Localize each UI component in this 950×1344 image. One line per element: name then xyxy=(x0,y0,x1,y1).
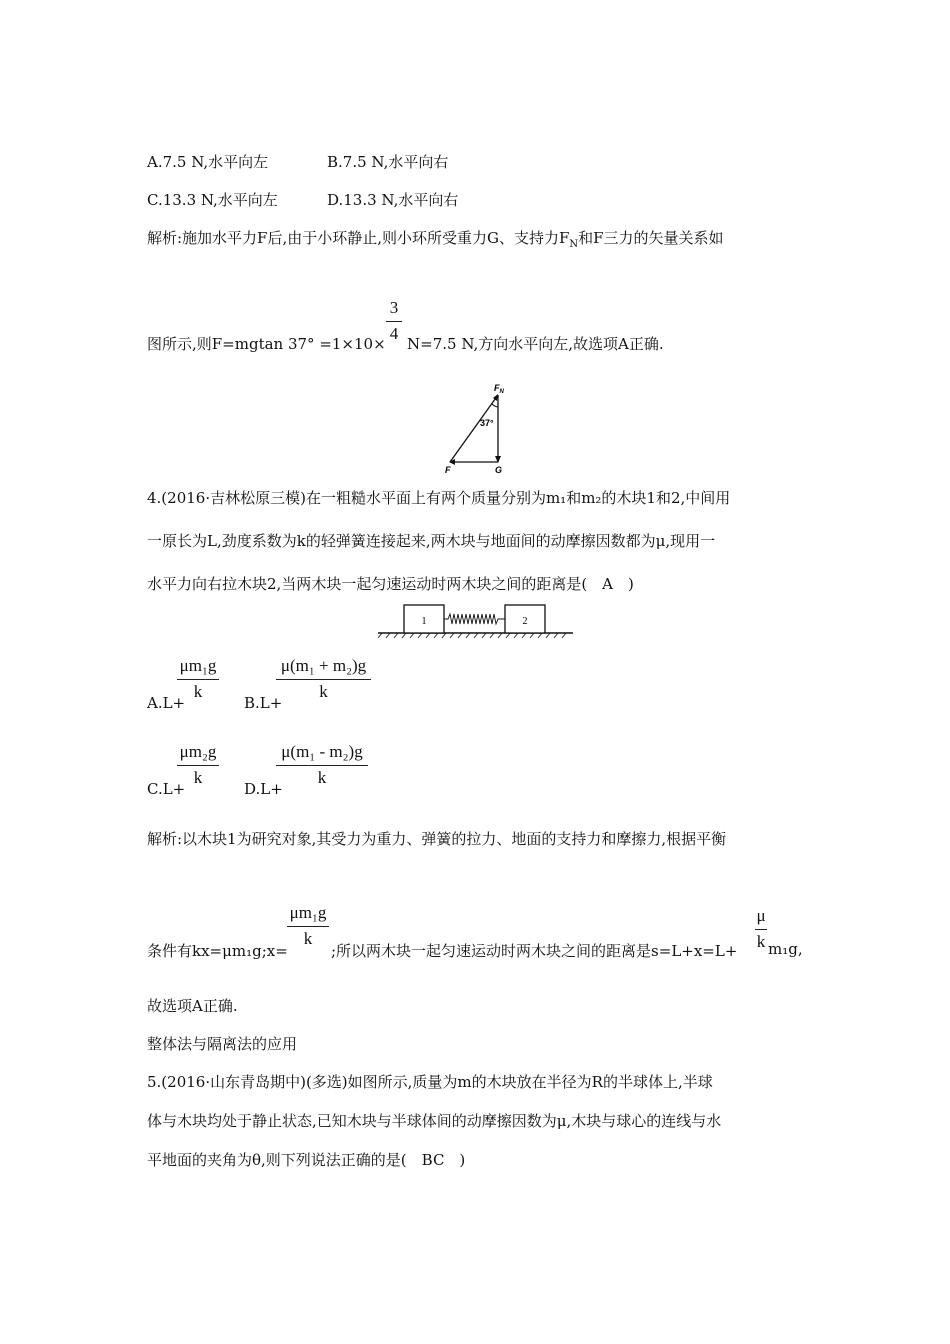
fraction-3-4: 3 4 xyxy=(386,298,402,344)
option-d-prefix: D.L+ xyxy=(244,780,283,798)
angle-arc xyxy=(492,404,498,407)
q4-analysis-line2a: 条件有kx=μm₁g;x= xyxy=(147,942,288,960)
q5-line3: 平地面的夹角为θ,则下列说法正确的是( BC ) xyxy=(147,1151,466,1169)
option-b: B.7.5 N,水平向右 xyxy=(327,153,449,171)
q5-line2: 体与木块均处于静止状态,已知木块与半球体间的动摩擦因数为μ,木块与球心的连线与水 xyxy=(147,1112,722,1130)
option-d: D.13.3 N,水平向右 xyxy=(327,191,459,209)
block-2-label: 2 xyxy=(522,616,528,627)
label-f: F xyxy=(445,465,451,475)
label-g: G xyxy=(495,465,503,475)
q4-line3: 水平力向右拉木块2,当两木块一起匀速运动时两木块之间的距离是( A ) xyxy=(147,575,634,593)
spring-blocks-figure xyxy=(378,600,573,640)
option-a-prefix: A.L+ xyxy=(147,694,186,712)
option-d-fraction: μ(m₁ - m₂)g k xyxy=(276,742,368,788)
normal-force-vector xyxy=(450,395,498,462)
q5-line1: 5.(2016·山东青岛期中)(多选)如图所示,质量为m的木块放在半径为R的半球体上,半球 xyxy=(147,1073,713,1091)
q4-line1: 4.(2016·吉林松原三模)在一粗糙水平面上有两个质量分别为m₁和m₂的木块1和2,中间用 xyxy=(147,489,731,507)
option-c-fraction: μm₂g k xyxy=(177,742,219,788)
spring xyxy=(444,614,505,624)
option-b-prefix: B.L+ xyxy=(244,694,283,712)
q4-analysis-line3: 故选项A正确. xyxy=(147,997,238,1015)
q4-analysis-line2c: m₁g, xyxy=(768,940,803,958)
q3-analysis-line2a: 图所示,则F=mgtan 37° =1×10× xyxy=(147,335,386,353)
q3-analysis-line2b: N=7.5 N,方向水平向左,故选项A正确. xyxy=(407,335,664,353)
q4-line2: 一原长为L,劲度系数为k的轻弹簧连接起来,两木块与地面间的动摩擦因数都为μ,现用一 xyxy=(147,532,716,550)
analysis-fraction-mu-k: μ k xyxy=(756,906,766,951)
option-a-fraction: μm₁g k xyxy=(177,656,219,702)
section-title: 整体法与隔离法的应用 xyxy=(147,1035,298,1053)
analysis-fraction-x: μm₁g k xyxy=(287,903,329,949)
force-triangle-figure xyxy=(440,380,520,475)
q4-analysis-line2b: ;所以两木块一起匀速运动时两木块之间的距离是s=L+x=L+ xyxy=(331,942,738,960)
option-c-prefix: C.L+ xyxy=(147,780,186,798)
q4-analysis-line1: 解析:以木块1为研究对象,其受力为重力、弹簧的拉力、地面的支持力和摩擦力,根据平衡 xyxy=(147,830,727,848)
label-fn: $F_N$ xyxy=(494,383,504,395)
option-c: C.13.3 N,水平向左 xyxy=(147,191,278,209)
q3-analysis-line1: 解析:施加水平力F后,由于小环静止,则小环所受重力G、支持力$F_N$和F三力的矢量关系如 xyxy=(147,229,724,250)
option-a: A.7.5 N,水平向左 xyxy=(147,153,269,171)
label-angle: 37° xyxy=(480,418,494,428)
block-1-label: 1 xyxy=(421,616,427,627)
option-b-fraction: μ(m₁ + m₂)g k xyxy=(276,656,371,702)
